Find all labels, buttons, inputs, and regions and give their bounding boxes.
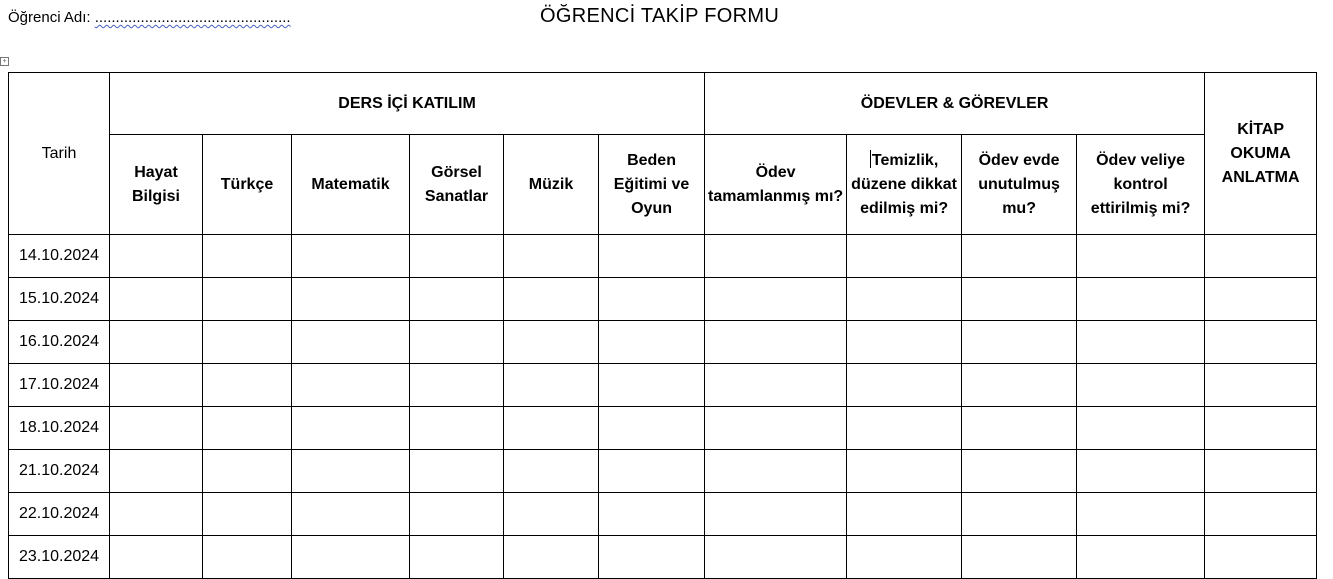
table-cell[interactable] bbox=[1077, 364, 1205, 407]
date-cell: 21.10.2024 bbox=[9, 450, 110, 493]
table-cell[interactable] bbox=[203, 536, 292, 579]
table-cell[interactable] bbox=[847, 364, 962, 407]
table-cell[interactable] bbox=[962, 493, 1077, 536]
table-cell[interactable] bbox=[292, 278, 410, 321]
table-cell[interactable] bbox=[962, 407, 1077, 450]
date-cell: 16.10.2024 bbox=[9, 321, 110, 364]
subject-header-beden-egitimi: Beden Eğitimi ve Oyun bbox=[599, 135, 705, 235]
table-cell[interactable] bbox=[1077, 407, 1205, 450]
table-cell[interactable] bbox=[410, 450, 504, 493]
table-cell[interactable] bbox=[1205, 321, 1317, 364]
table-cell[interactable] bbox=[110, 450, 203, 493]
date-column-header: Tarih bbox=[9, 73, 110, 235]
group-header-homework-tasks: ÖDEVLER & GÖREVLER bbox=[705, 73, 1205, 135]
table-cell[interactable] bbox=[504, 364, 599, 407]
table-row bbox=[9, 407, 1317, 450]
table-cell[interactable] bbox=[705, 364, 847, 407]
table-cell[interactable] bbox=[599, 536, 705, 579]
table-cell[interactable] bbox=[292, 321, 410, 364]
date-cell: 14.10.2024 bbox=[9, 235, 110, 278]
table-cell[interactable] bbox=[847, 321, 962, 364]
table-cell[interactable] bbox=[410, 321, 504, 364]
table-cell[interactable] bbox=[1077, 493, 1205, 536]
table-cell[interactable] bbox=[504, 407, 599, 450]
column-header-row bbox=[9, 135, 1317, 235]
table-cell[interactable] bbox=[1205, 493, 1317, 536]
table-cell[interactable] bbox=[599, 321, 705, 364]
table-cell[interactable] bbox=[410, 407, 504, 450]
table-cell[interactable] bbox=[599, 364, 705, 407]
tracking-table-body bbox=[9, 235, 1317, 579]
table-cell[interactable] bbox=[962, 536, 1077, 579]
table-cell[interactable] bbox=[203, 235, 292, 278]
table-cell[interactable] bbox=[110, 536, 203, 579]
task-header-temizlik-text: Temizlik, düzene dikkat edilmiş mi? bbox=[851, 151, 957, 217]
table-cell[interactable] bbox=[292, 407, 410, 450]
table-cell[interactable] bbox=[410, 278, 504, 321]
table-row bbox=[9, 235, 1317, 278]
table-cell[interactable] bbox=[599, 493, 705, 536]
table-cell[interactable] bbox=[292, 364, 410, 407]
table-cell[interactable] bbox=[1077, 278, 1205, 321]
table-cell[interactable] bbox=[203, 450, 292, 493]
task-header-odev-unutulmus: Ödev evde unutulmuş mu? bbox=[962, 135, 1077, 235]
table-cell[interactable] bbox=[1205, 364, 1317, 407]
table-cell[interactable] bbox=[110, 321, 203, 364]
table-cell[interactable] bbox=[847, 278, 962, 321]
text-cursor bbox=[870, 150, 871, 168]
table-cell[interactable] bbox=[203, 321, 292, 364]
table-cell[interactable] bbox=[962, 278, 1077, 321]
group-header-row bbox=[9, 73, 1317, 135]
table-cell[interactable] bbox=[292, 450, 410, 493]
table-cell[interactable] bbox=[599, 278, 705, 321]
student-name-field[interactable]: ............................................... bbox=[94, 9, 291, 26]
table-cell[interactable] bbox=[847, 407, 962, 450]
table-cell[interactable] bbox=[1205, 278, 1317, 321]
table-cell[interactable] bbox=[504, 450, 599, 493]
task-header-veli-kontrol: Ödev veliye kontrol ettirilmiş mi? bbox=[1077, 135, 1205, 235]
subject-header-matematik: Matematik bbox=[292, 135, 410, 235]
subject-header-hayat-bilgisi: Hayat Bilgisi bbox=[110, 135, 203, 235]
group-header-class-participation: DERS İÇİ KATILIM bbox=[110, 73, 705, 135]
table-cell[interactable] bbox=[203, 407, 292, 450]
form-title: ÖĞRENCİ TAKİP FORMU bbox=[540, 5, 780, 27]
table-row bbox=[9, 364, 1317, 407]
table-cell[interactable] bbox=[410, 493, 504, 536]
student-name-line bbox=[8, 9, 291, 26]
table-cell[interactable] bbox=[599, 450, 705, 493]
table-cell[interactable] bbox=[705, 493, 847, 536]
date-cell: 22.10.2024 bbox=[9, 493, 110, 536]
table-cell[interactable] bbox=[504, 536, 599, 579]
table-cell[interactable] bbox=[962, 364, 1077, 407]
table-cell[interactable] bbox=[705, 536, 847, 579]
table-cell[interactable] bbox=[203, 364, 292, 407]
tracking-table bbox=[8, 72, 1317, 579]
task-header-odev-tamamlanmis: Ödev tamamlanmış mı? bbox=[705, 135, 847, 235]
date-cell: 18.10.2024 bbox=[9, 407, 110, 450]
table-cell[interactable] bbox=[1077, 321, 1205, 364]
subject-header-muzik: Müzik bbox=[504, 135, 599, 235]
table-cell[interactable] bbox=[847, 493, 962, 536]
table-cell[interactable] bbox=[705, 235, 847, 278]
date-cell: 17.10.2024 bbox=[9, 364, 110, 407]
table-cell[interactable] bbox=[110, 235, 203, 278]
table-cell[interactable] bbox=[292, 536, 410, 579]
subject-header-turkce: Türkçe bbox=[203, 135, 292, 235]
table-cell[interactable] bbox=[962, 321, 1077, 364]
table-cell[interactable] bbox=[962, 450, 1077, 493]
table-cell[interactable] bbox=[847, 450, 962, 493]
table-row bbox=[9, 321, 1317, 364]
table-cell[interactable] bbox=[292, 493, 410, 536]
table-move-handle-icon[interactable]: + bbox=[0, 57, 9, 66]
table-cell[interactable] bbox=[110, 278, 203, 321]
table-cell[interactable] bbox=[504, 235, 599, 278]
table-cell[interactable] bbox=[1205, 407, 1317, 450]
student-name-label: Öğrenci Adı: bbox=[8, 9, 91, 26]
table-cell[interactable] bbox=[962, 235, 1077, 278]
table-cell[interactable] bbox=[847, 536, 962, 579]
table-row bbox=[9, 536, 1317, 579]
date-cell: 23.10.2024 bbox=[9, 536, 110, 579]
table-cell[interactable] bbox=[110, 493, 203, 536]
table-row bbox=[9, 493, 1317, 536]
table-cell[interactable] bbox=[705, 321, 847, 364]
table-cell[interactable] bbox=[1205, 450, 1317, 493]
table-cell[interactable] bbox=[705, 278, 847, 321]
table-cell[interactable] bbox=[110, 407, 203, 450]
table-cell[interactable] bbox=[410, 536, 504, 579]
table-cell[interactable] bbox=[410, 364, 504, 407]
group-header-reading: KİTAP OKUMA ANLATMA bbox=[1205, 73, 1317, 235]
table-cell[interactable] bbox=[203, 493, 292, 536]
table-cell[interactable] bbox=[292, 235, 410, 278]
table-cell[interactable] bbox=[410, 235, 504, 278]
table-cell[interactable] bbox=[599, 407, 705, 450]
table-cell[interactable] bbox=[504, 493, 599, 536]
task-header-temizlik bbox=[847, 135, 962, 235]
table-cell[interactable] bbox=[1077, 536, 1205, 579]
table-row bbox=[9, 278, 1317, 321]
table-cell[interactable] bbox=[504, 278, 599, 321]
table-cell[interactable] bbox=[847, 235, 962, 278]
subject-header-gorsel-sanatlar: Görsel Sanatlar bbox=[410, 135, 504, 235]
date-cell: 15.10.2024 bbox=[9, 278, 110, 321]
table-cell[interactable] bbox=[599, 235, 705, 278]
table-cell[interactable] bbox=[705, 407, 847, 450]
table-cell[interactable] bbox=[110, 364, 203, 407]
table-cell[interactable] bbox=[504, 321, 599, 364]
table-cell[interactable] bbox=[1077, 450, 1205, 493]
table-cell[interactable] bbox=[1205, 235, 1317, 278]
table-cell[interactable] bbox=[1205, 536, 1317, 579]
table-cell[interactable] bbox=[1077, 235, 1205, 278]
table-cell[interactable] bbox=[203, 278, 292, 321]
table-row bbox=[9, 450, 1317, 493]
table-cell[interactable] bbox=[705, 450, 847, 493]
